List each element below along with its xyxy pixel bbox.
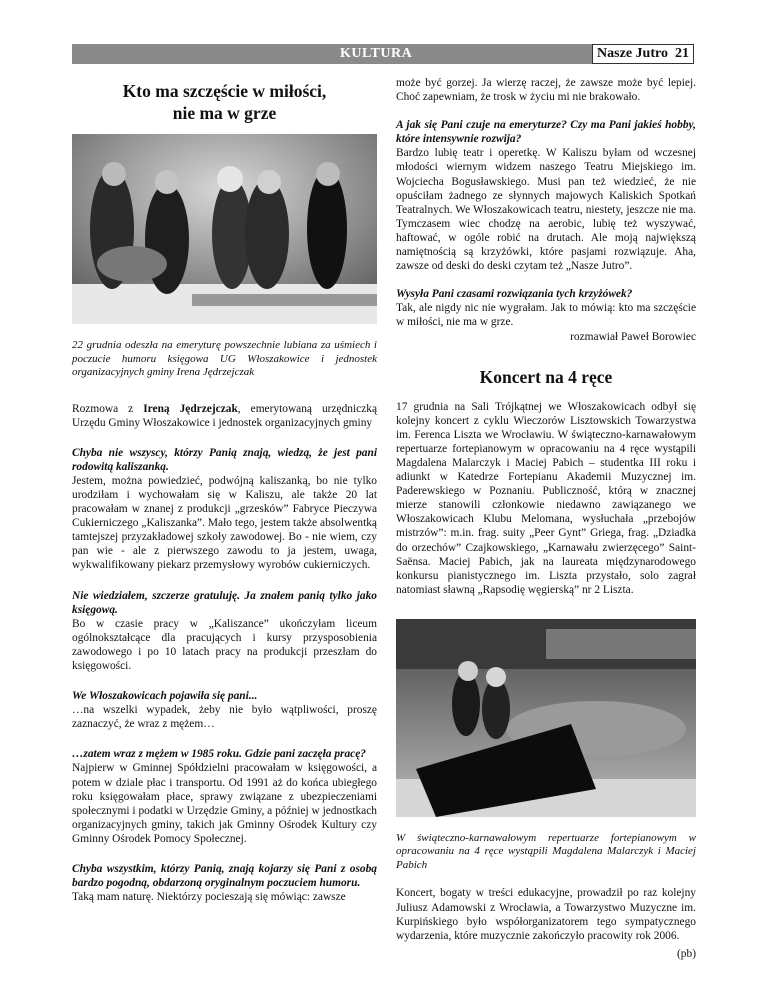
- section-title: KULTURA: [340, 46, 413, 61]
- answer-4: Najpierw w Gminnej Spółdzielni pracowałam w księgowości, a potem w dziale płac i transportu. Od 1991 aż do końca ubiegłego roku księgowałam płace, sprawy związane z ubezpieczeniami społecznymi i podatki w Urzędzie Gminy, a później w jednostkach organizacyjnych gminy, takich jak Gminny Ośrodek Kultury czy Gminny Ośrodek Pomocy Społecznej.: [72, 762, 377, 845]
- concert-body: 17 grudnia na Sali Trójkątnej we Włoszakowicach odbył się kolejny koncert z cyklu Wieczorów Lisztowskich Towarzystwa im. Ferenca Liszta we Wrocławiu. W świąteczno-karnawałowym repertuarze fortepianowym w opracowaniu na 4 ręce wystąpili Magdalena Malarczyk i Maciej Pabich – studentka III roku i adiunkt w Katedrze Fortepianu Akademii Muzycznej im. Paderewskiego w Poznaniu. Publiczność, którą w znacznej mierze stanowili członkowie niedawno zawiązanego we Włoszakowicach Klubu Melomana, wysłuchała „przebojów mistrzów”: m.in. frag. suity „Peer Gynt” Griega, frag. „Dziadka do orzechów” Czajkowskiego, „Karnawału zwierzęcego” Saint-Saënsa. Maciej Pabich, jak na laureata międzynarodowego konkursu pianistycznego im. Liszta przystało, solo zagrał natomiast sławną „Rapsodię węgierską” nr 2 Liszta.: [396, 400, 696, 596]
- magazine-page-label: [592, 44, 694, 64]
- concert-photo: [396, 619, 696, 817]
- concert-photo-caption: W świąteczno-karnawałowym repertuarze fortepianowym w opracowaniu na 4 ręce wystąpili Magdalena Malarczyk i Maciej Pabich: [396, 831, 696, 871]
- concert-signature: (pb): [677, 947, 696, 960]
- question-5: Chyba wszystkim, którzy Panią, znają kojarzy się Pani z osobą bardzo pogodną, obdarzoną oryginalnym poczuciem humoru.: [72, 863, 377, 890]
- answer-5-continued: może być gorzej. Ja wierzę raczej, że zawsze może być lepiej. Choć zapewniam, że trosk w życiu mi nie brakowało.: [396, 77, 696, 104]
- answer-1: Jestem, można powiedzieć, podwójną kaliszanką, bo nie tylko urodziłam i wychowałam się w Kaliszu, ale także 20 lat pracowałam w znanej z produkcji „grzesków” Fabryce Pieczywa Cukierniczego „Kaliszanka”. Mało tego, jestem także absolwentką tamtejszej przyzakładowej szkoły zawodowej. Bo - nie wiem, czy pan wie - ale z pierwszego zawodu to ja jestem, uwaga, wykwalifikowany piekarz przemysłowy wyrobów cukierniczych.: [72, 474, 377, 572]
- interview-intro: [72, 402, 377, 430]
- question-1: Chyba nie wszyscy, którzy Panią znają, wiedzą, że jest pani rodowitą kaliszanką.: [72, 446, 377, 473]
- answer-6: Bardzo lubię teatr i operetkę. W Kaliszu byłam od wczesnej młodości wiernym widzem naszego Teatru Miejskiego im. Wojciecha Bogusławskiego. Musi pan też wiedzieć, że nie opuściłam żadnego ze słynnych majowych Kaliskich Spotkań Teatralnych. We Włoszakowicach teatru, niestety, jeszcze nie ma. Tymczasem wiec chodzę na aerobic, lubię też wyszywać, haftować, w ogóle robić na drutach. Ale moją największą namiętnością są krzyżówki, które pasjami rozwiązuje. Aha, zawsze od deski do deski czytam też „Nasze Jutro”.: [396, 147, 696, 273]
- concert-photo-image: [396, 619, 696, 817]
- intro-pre: Rozmowa z: [72, 402, 144, 415]
- concert-title: Koncert na 4 ręce: [479, 366, 613, 387]
- page-header: [72, 44, 694, 64]
- answer-7: Tak, ale nigdy nic nie wygrałam. Jak to mówią: kto ma szczęście w miłości, nie ma w grze.: [396, 302, 696, 329]
- article-title-line2: nie ma w grze: [172, 103, 277, 123]
- answer-2: Bo w czasie pracy w „Kaliszance” ukończyłam liceum ogólnokształcące dla pracujących i kursy przysposobienia zawodowego i po 10 latach pracy na produkcji przeszłam do księgowości.: [72, 617, 377, 672]
- retirement-photo: [72, 134, 377, 324]
- answer-3: …na wszelki wypadek, żeby nie było wątpliwości, proszę zaznaczyć, że wraz z mężem…: [72, 704, 377, 731]
- question-3: We Włoszakowicach pojawiła się pani...: [72, 690, 258, 703]
- right-column: [396, 76, 696, 961]
- intro-post: , emerytowaną urzędniczką Urzędu Gminy Włoszakowice i jednostek organizacyjnych gminy: [72, 402, 378, 429]
- question-4: …zatem wraz z mężem w 1985 roku. Gdzie pani zaczęła pracę?: [72, 748, 366, 761]
- question-6: A jak się Pani czuje na emeryturze? Czy ma Pani jakieś hobby, które intensywnie rozwija?: [396, 119, 696, 146]
- intro-name: Ireną Jędrzejczak: [143, 402, 238, 415]
- concert-body-2: Koncert, bogaty w treści edukacyjne, prowadził po raz kolejny Juliusz Adamowski z Wrocławia, a Towarzystwo Muzyczne im. Kurpińskiego było współorganizatorem tego sympatycznego wydarzenia, które muzycznie zakończyło pracowity rok 2006.: [396, 887, 696, 942]
- retirement-photo-caption: 22 grudnia odeszła na emeryturę powszechnie lubiana za uśmiech i poczucie humoru księgowa UG Włoszakowice i jednostek organizacyjnych gminy Irena Jędrzejczak: [72, 339, 377, 378]
- answer-5: Taką mam naturę. Niektórzy pocieszają się mówiąc: zawsze: [72, 891, 346, 904]
- interviewer-signature: rozmawiał Paweł Borowiec: [570, 330, 696, 343]
- magazine-name: Nasze Jutro: [597, 46, 668, 61]
- page-number: 21: [674, 46, 689, 61]
- question-2: Nie wiedziałem, szczerze gratuluję. Ja znałem panią tylko jako księgową.: [72, 589, 377, 616]
- article-title-line1: Kto ma szczęście w miłości,: [122, 81, 327, 101]
- retirement-photo-image: [72, 134, 377, 324]
- left-column: [72, 76, 377, 904]
- question-7: Wysyła Pani czasami rozwiązania tych krzyżówek?: [396, 288, 633, 301]
